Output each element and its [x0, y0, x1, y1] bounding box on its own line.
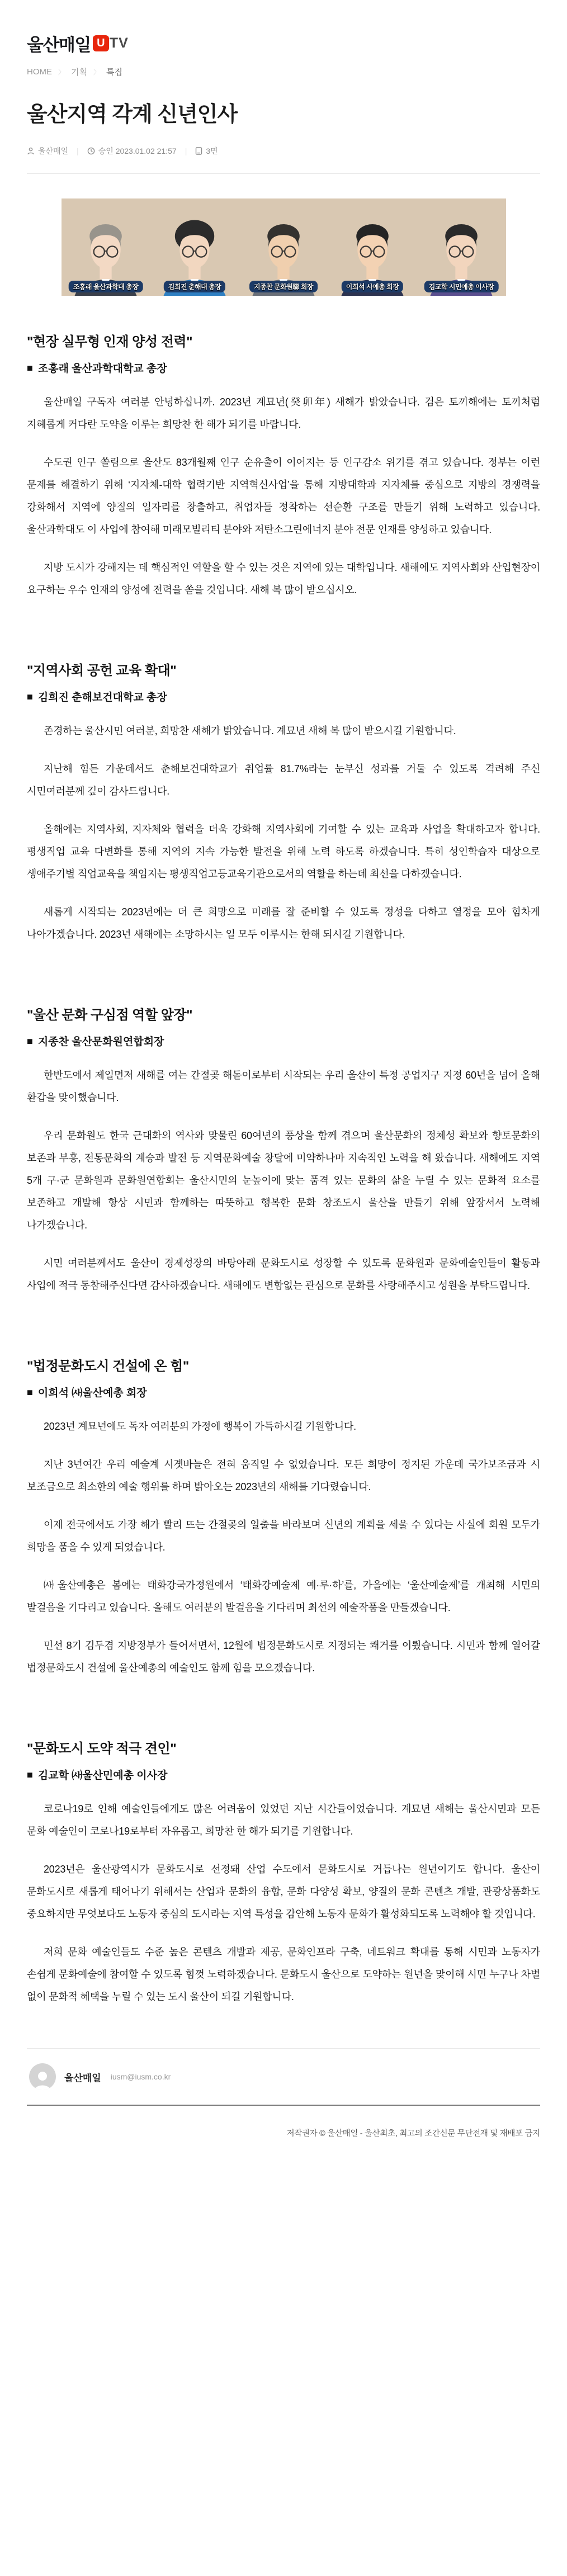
author-name: 울산매일	[64, 2072, 101, 2083]
section-body	[27, 1415, 540, 1679]
person-icon	[27, 147, 35, 155]
author-box	[27, 2049, 540, 2105]
meta-separator: |	[77, 146, 79, 155]
site-header	[27, 31, 540, 78]
portrait-caption: 김희진 춘해대 총장	[164, 281, 225, 292]
speaker-name: 조홍래 울산과학대학교 총장	[37, 363, 167, 375]
section-heading: "법정문화도시 건설에 온 힘"	[27, 1359, 189, 1374]
meta-author-text: 울산매일	[38, 146, 69, 155]
section-heading: "문화도시 도약 적극 견인"	[27, 1741, 177, 1756]
avatar-person-icon	[31, 2068, 54, 2090]
footer-divider	[27, 2105, 540, 2106]
speaker-bullet-icon: ■	[27, 1035, 33, 1047]
greeting-section	[27, 1004, 540, 1297]
body-paragraph: 지방 도시가 강해지는 데 핵심적인 역할을 할 수 있는 것은 지역에 있는 대학입니다. 새해에도 지역사회와 산업현장이 요구하는 우수 인재의 양성에 전력을 쏟을 것입니다. 새해 복 많이 받으십시오.	[27, 562, 540, 595]
breadcrumb-separator: 〉	[93, 68, 101, 76]
greeting-section	[27, 659, 540, 946]
author-email-link[interactable]: iusm@iusm.co.kr	[110, 2072, 171, 2081]
body-paragraph: 지난 3년여간 우리 예술계 시곗바늘은 전혀 움직일 수 없었습니다. 모든 희망이 정지된 가운데 국가보조금과 시 보조금으로 최소한의 예술 행위를 하며 밝아오는 2023년의 새해를 기다렸습니다.	[27, 1459, 540, 1492]
breadcrumb-item[interactable]: 기획	[71, 68, 87, 77]
article-body	[27, 330, 540, 2008]
body-paragraph: 코로나19로 인해 예술인들에게도 많은 어려움이 있었던 지난 시간들이었습니다. 계묘년 새해는 울산시민과 모든 문화 예술인이 코로나19로부터 자유롭고, 희망찬 한 해가 되기를 기원합니다.	[27, 1803, 540, 1837]
body-paragraph: 이제 전국에서도 가장 해가 빨리 뜨는 간절곶의 일출을 바라보며 신년의 계획을 세울 수 있다는 사실에 회원 모두가 희망을 품을 수 있게 되었습니다.	[27, 1519, 540, 1553]
person-portrait	[417, 198, 506, 296]
greeting-section	[27, 1355, 540, 1679]
body-paragraph: 존경하는 울산시민 여러분, 희망찬 새해가 밝았습니다. 계묘년 새해 복 많이 받으시길 기원합니다.	[44, 725, 456, 736]
meta-page	[195, 145, 218, 157]
body-paragraph: 지난해 힘든 가운데서도 춘해보건대학교가 취업률 81.7%라는 눈부신 성과를 거둘 수 있도록 격려해 주신 시민여러분께 깊이 감사드립니다.	[27, 763, 540, 797]
body-paragraph: 우리 문화원도 한국 근대화의 역사와 맞물린 60여년의 풍상을 함께 겪으며 울산문화의 정체성 확보와 향토문화의 보존과 부흥, 전통문화의 계승과 발전 등 지역문화예술 창달에 미약하나마 지속적인 노력을 해 왔습니다. 새해에도 지역 5개 구·군 문화원과 문화원연합회는 울산시민의 눈높이에 맞는 품격 있는 문화의 삶을 누릴 수 있는 문화적 요소를 보존하고 개발해 항상 시민과 함께하는 따뜻하고 행복한 문화 창조도시 울산을 만들기 위해 앞장서서 노력해 나가겠습니다.	[27, 1130, 540, 1231]
section-speaker	[27, 360, 540, 375]
section-heading: "현장 실무형 인재 양성 전력"	[27, 334, 192, 349]
avatar	[29, 2063, 56, 2090]
section-body	[27, 720, 540, 946]
speaker-name: 김교학 ㈔울산민예총 이사장	[37, 1770, 168, 1781]
speaker-name: 이희석 ㈔울산예총 회장	[37, 1387, 147, 1399]
meta-page-text: 3면	[206, 146, 218, 155]
section-body	[27, 391, 540, 601]
header-divider	[27, 173, 540, 174]
clock-icon	[87, 147, 95, 155]
person-portrait	[62, 198, 150, 296]
body-paragraph: 2023년 계묘년에도 독자 여러분의 가정에 행복이 가득하시길 기원합니다.	[44, 1421, 356, 1432]
speaker-bullet-icon: ■	[27, 1769, 33, 1780]
portrait-caption: 이희석 시예총 회장	[342, 281, 403, 292]
body-paragraph: 시민 여러분께서도 울산이 경제성장의 바탕아래 문화도시로 성장할 수 있도록 문화원과 문화예술인들이 활동과 사업에 적극 동참해주신다면 감사하겠습니다. 새해에도 변함없는 관심으로 문화를 사랑해주시고 성원을 부탁드립니다.	[27, 1258, 540, 1291]
people-photo-strip	[62, 198, 506, 296]
breadcrumb	[27, 66, 540, 78]
meta-separator: |	[185, 146, 187, 155]
body-paragraph: 한반도에서 제일먼저 새해를 여는 간절곶 해돋이로부터 시작되는 우리 울산이 특정 공업지구 지정 60년을 넘어 올해 환갑을 맞이했습니다.	[27, 1070, 540, 1103]
logo-tv-text: TV	[109, 35, 129, 51]
article-meta	[27, 145, 540, 157]
article-title: 울산지역 각계 신년인사	[27, 103, 238, 126]
body-paragraph: ㈔울산예총은 봄에는 태화강국가정원에서 ‘태화강예술제 예·루·하’를, 가을에는 ‘울산예술제’를 개최해 시민의 발걸음을 기다리고 있습니다. 올해도 여러분의 발걸음을 기다리며 최선의 예술작품을 만들겠습니다.	[27, 1580, 540, 1613]
person-portrait	[328, 198, 417, 296]
body-paragraph: 저희 문화 예술인들도 수준 높은 콘텐츠 개발과 제공, 문화인프라 구축, 네트워크 확대를 통해 시민과 노동자가 손쉽게 문화예술에 참여할 수 있도록 힘껏 노력하겠습니다. 문화도시 울산으로 도약하는 원년을 맞이해 시민 누구나 차별 없이 문화적 혜택을 누릴 수 있는 도시 울산이 되길 기원합니다.	[27, 1946, 540, 2002]
person-portrait	[150, 198, 239, 296]
person-portrait	[239, 198, 328, 296]
body-paragraph: 2023년은 울산광역시가 문화도시로 선정돼 산업 수도에서 문화도시로 거듭나는 원년이기도 합니다. 울산이 문화도시로 새롭게 태어나기 위해서는 산업과 문화의 융합, 문화 다양성 확보, 양질의 문화 콘텐츠 개발, 관광상품화도 중요하지만 무엇보다도 노동자 중심의 도시라는 지역 특성을 감안해 노동자 문화가 활성화되도록 노력해야 할 것입니다.	[27, 1864, 540, 1920]
body-paragraph: 새롭게 시작되는 2023년에는 더 큰 희망으로 미래를 잘 준비할 수 있도록 정성을 다하고 열정을 모아 힘차게 나아가겠습니다. 2023년 새해에는 소망하시는 일 모두 이루시는 한해 되시길 기원합니다.	[27, 906, 540, 940]
portrait-caption: 조홍래 울산과학대 총장	[69, 281, 143, 292]
portrait-caption: 지종찬 문화원聯 회장	[249, 281, 318, 292]
portrait-caption: 김교학 시민예총 이사장	[424, 281, 499, 292]
greeting-section	[27, 330, 540, 601]
section-heading: "지역사회 공헌 교육 확대"	[27, 663, 177, 678]
greeting-section	[27, 1737, 540, 2008]
speaker-bullet-icon: ■	[27, 691, 33, 702]
meta-approved-text: 승인 2023.01.02 21:57	[98, 146, 177, 155]
section-speaker	[27, 1767, 540, 1782]
section-body	[27, 1798, 540, 2008]
speaker-bullet-icon: ■	[27, 362, 33, 374]
body-paragraph: 민선 8기 김두겸 지방정부가 들어서면서, 12월에 법정문화도시로 지정되는 쾌거를 이뤘습니다. 시민과 함께 열어갈 법정문화도시 건설에 울산예총의 예술인도 함께 힘을 모으겠습니다.	[27, 1640, 540, 1674]
section-body	[27, 1064, 540, 1297]
section-speaker	[27, 689, 540, 704]
meta-approved	[87, 145, 177, 157]
body-paragraph: 올해에는 지역사회, 지자체와 협력을 더욱 강화해 지역사회에 기여할 수 있는 교육과 사업을 확대하고자 합니다. 평생직업 교육 다변화를 통해 지역의 지속 가능한 발전을 위해 노력 하도록 하겠습니다. 특히 성인학습자 대상으로 생애주기별 직업교육을 책임지는 평생직업고등교육기관으로서의 역할을 하는데 최선을 다하겠습니다.	[27, 824, 540, 880]
newspaper-page-icon	[195, 147, 202, 155]
body-paragraph: 울산매일 구독자 여러분 안녕하십니까. 2023년 계묘년(癸卯年) 새해가 밝았습니다. 검은 토끼해에는 토끼처럼 지혜롭게 커다란 도약을 이루는 희망찬 한 해가 되기를 바랍니다.	[27, 396, 540, 430]
speaker-bullet-icon: ■	[27, 1386, 33, 1398]
site-logo[interactable]	[27, 31, 540, 56]
body-paragraph: 수도권 인구 쏠림으로 울산도 83개월째 인구 순유출이 이어지는 등 인구감소 위기를 겪고 있습니다. 정부는 이런 문제를 해결하기 위해 ‘지자체-대학 협력기반 지역혁신사업’을 통해 지방대학과 지자체를 중심으로 지방의 경쟁력을 강화해서 지역에 양질의 일자리를 창출하고, 취업자들 정착하는 선순환 구조를 만들기 위해 노력하고 있습니다. 울산과학대도 이 사업에 참여해 미래모빌리티 분야와 저탄소그린에너지 분야 전문 인재를 양성하고 있습니다.	[27, 457, 540, 535]
section-speaker	[27, 1033, 540, 1048]
section-speaker	[27, 1384, 540, 1400]
logo-text: 울산매일	[27, 35, 91, 55]
breadcrumb-separator: 〉	[58, 68, 65, 76]
copyright-notice: 저작권자 © 울산매일 - 울산최초, 최고의 조간신문 무단전재 및 재배포 금지	[286, 2129, 540, 2138]
speaker-name: 김희진 춘해보건대학교 총장	[37, 692, 167, 703]
meta-author	[27, 145, 68, 157]
logo-u-badge-icon: U	[93, 35, 109, 51]
breadcrumb-item[interactable]: HOME	[27, 67, 52, 77]
section-heading: "울산 문화 구심점 역할 앞장"	[27, 1008, 192, 1023]
speaker-name: 지종찬 울산문화원연합회장	[37, 1036, 164, 1048]
breadcrumb-item[interactable]: 특집	[106, 68, 122, 77]
